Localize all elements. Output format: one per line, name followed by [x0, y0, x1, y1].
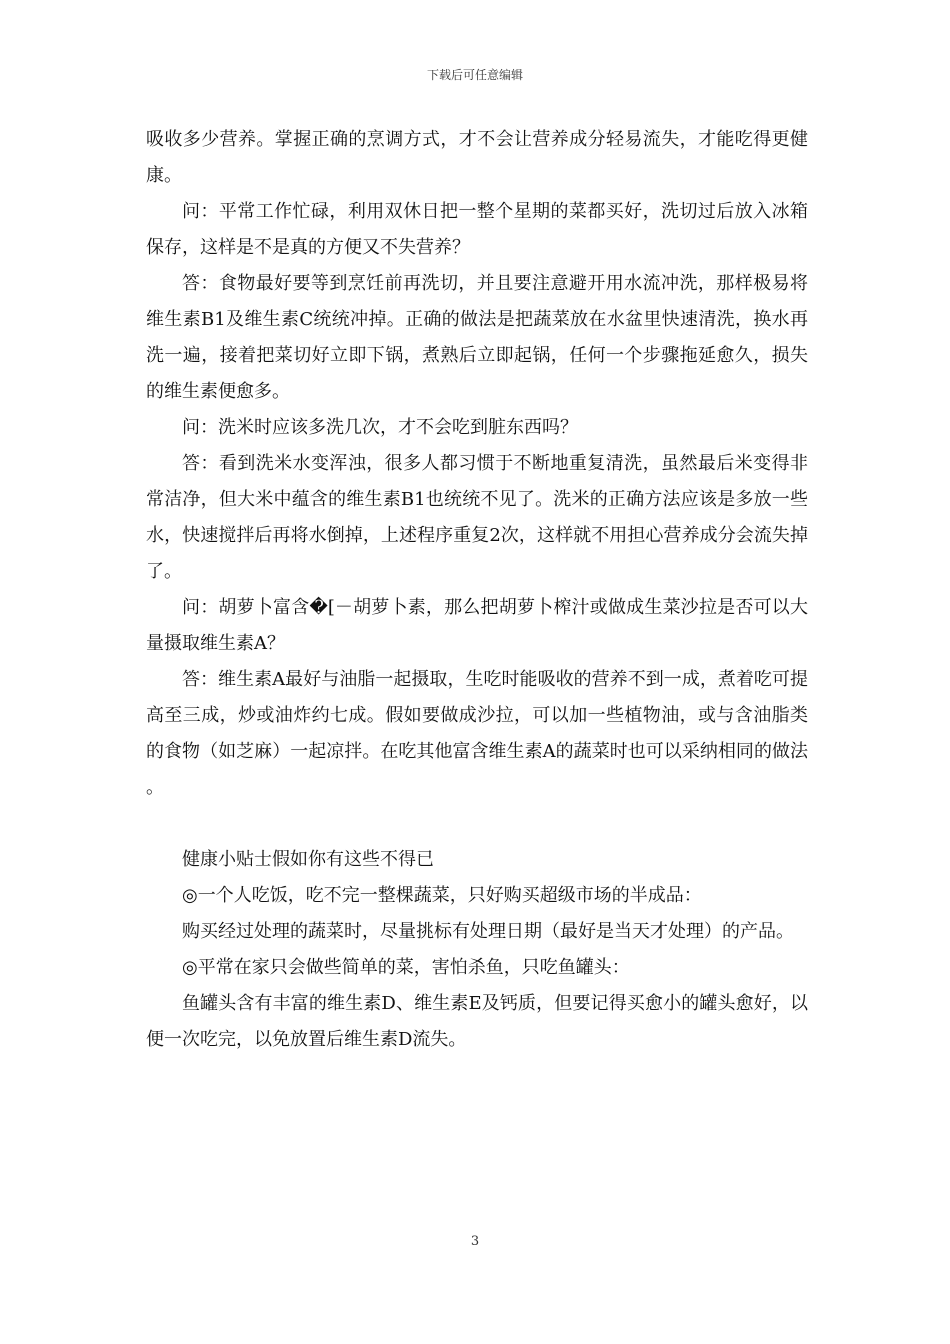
paragraph-spacer [146, 806, 808, 842]
tip-advice: 购买经过处理的蔬菜时，尽量挑标有处理日期（最好是当天才处理）的产品。 [182, 921, 794, 942]
answer-paragraph: 答：维生素A最好与油脂一起摄取，生吃时能吸收的营养不到一成，煮着吃可提高至三成，炒或油炸约七成。假如要做成沙拉，可以加一些植物油，或与含油脂类的食物（如芝麻）一起凉拌。在吃其他富含维生素A的蔬菜时也可以采纳相同的做法。 [146, 669, 808, 798]
paragraph-continuation: 吸收多少营养。掌握正确的烹调方式，才不会让营养成分轻易流失，才能吃得更健康。 [146, 129, 808, 186]
question-paragraph: 问：洗米时应该多洗几次，才不会吃到脏东西吗？ [182, 417, 578, 438]
page-number: 3 [470, 1234, 480, 1249]
tips-heading: 健康小贴士假如你有这些不得已 [182, 849, 434, 870]
tip-advice: 鱼罐头含有丰富的维生素D、维生素E及钙质，但要记得买愈小的罐头愈好，以便一次吃完，以免放置后维生素D流失。 [146, 993, 808, 1050]
answer-paragraph: 答：食物最好要等到烹饪前再洗切，并且要注意避开用水流冲洗，那样极易将维生素B1及维生素C统统冲掉。正确的做法是把蔬菜放在水盆里快速清洗，换水再洗一遍，接着把菜切好立即下锅，煮熟后立即起锅，任何一个步骤拖延愈久，损失的维生素便愈多。 [146, 273, 808, 402]
question-paragraph: 问：胡萝卜富含�[－胡萝卜素，那么把胡萝卜榨汁或做成生菜沙拉是否可以大量摄取维生素A？ [146, 597, 808, 654]
document-body [146, 122, 808, 1058]
answer-paragraph: 答：看到洗米水变浑浊，很多人都习惯于不断地重复清洗，虽然最后米变得非常洁净，但大米中蕴含的维生素B1也统统不见了。洗米的正确方法应该是多放一些水，快速搅拌后再将水倒掉，上述程序重复2次，这样就不用担心营养成分会流失掉了。 [146, 453, 808, 582]
page-header: 下载后可任意编辑 [426, 68, 523, 82]
tip-situation: ◎一个人吃饭，吃不完一整棵蔬菜，只好购买超级市场的半成品： [182, 885, 702, 906]
tip-situation: ◎平常在家只会做些简单的菜，害怕杀鱼，只吃鱼罐头： [182, 957, 630, 978]
question-paragraph: 问：平常工作忙碌，利用双休日把一整个星期的菜都买好，洗切过后放入冰箱保存，这样是不是真的方便又不失营养？ [146, 201, 808, 258]
